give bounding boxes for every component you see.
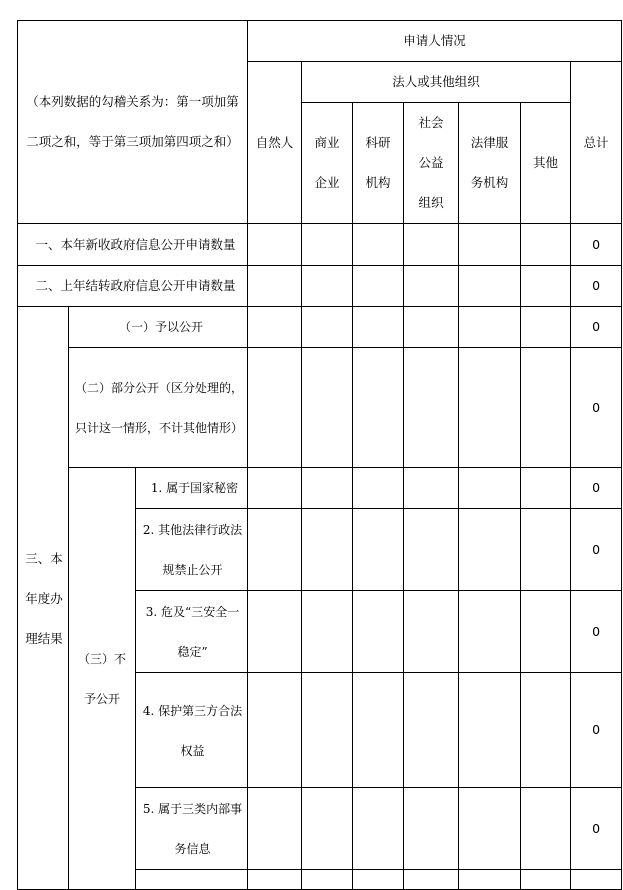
cell xyxy=(404,870,459,890)
cell xyxy=(353,788,404,870)
cell xyxy=(404,348,459,468)
cell xyxy=(353,509,404,591)
cell xyxy=(302,266,353,307)
cell xyxy=(302,224,353,266)
cell xyxy=(404,224,459,266)
cell xyxy=(459,673,521,788)
cell xyxy=(521,870,571,890)
cell xyxy=(248,591,302,673)
row-three-safety-total: 0 xyxy=(571,591,622,673)
cell xyxy=(302,307,353,348)
row-third-party-label: 4. 保护第三方合法权益 xyxy=(136,673,248,788)
cell xyxy=(248,307,302,348)
row-internal-affairs-total: 0 xyxy=(571,788,622,870)
cell xyxy=(404,307,459,348)
cell xyxy=(353,224,404,266)
note-cell: （本列数据的勾稽关系为：第一项加第二项之和，等于第三项加第四项之和） xyxy=(18,21,248,224)
cell xyxy=(459,468,521,509)
cell xyxy=(521,509,571,591)
cell xyxy=(248,468,302,509)
cell xyxy=(302,509,353,591)
cell xyxy=(459,266,521,307)
row-state-secret-label: 1. 属于国家秘密 xyxy=(136,468,248,509)
cell xyxy=(459,509,521,591)
cell xyxy=(404,509,459,591)
cell xyxy=(248,266,302,307)
cell xyxy=(248,348,302,468)
cell xyxy=(302,788,353,870)
cell xyxy=(353,266,404,307)
research-header: 科研机构 xyxy=(353,103,404,224)
section-3-label: 三、本年度办理结果 xyxy=(18,307,69,890)
row-law-prohibited-label: 2. 其他法律行政法规禁止公开 xyxy=(136,509,248,591)
cell xyxy=(571,870,622,890)
applicant-header: 申请人情况 xyxy=(248,21,622,62)
row-partial-total: 0 xyxy=(571,348,622,468)
cell xyxy=(353,673,404,788)
cell xyxy=(459,788,521,870)
row-law-prohibited-total: 0 xyxy=(571,509,622,591)
cell xyxy=(302,870,353,890)
row-carryover-label: 二、上年结转政府信息公开申请数量 xyxy=(18,266,248,307)
cell xyxy=(353,307,404,348)
cell xyxy=(521,673,571,788)
cell xyxy=(404,468,459,509)
cell xyxy=(302,468,353,509)
cell xyxy=(353,870,404,890)
cell xyxy=(248,224,302,266)
cell xyxy=(521,591,571,673)
cell xyxy=(302,673,353,788)
cell xyxy=(353,591,404,673)
row-state-secret-total: 0 xyxy=(571,468,622,509)
row-partial-label: （二）部分公开（区分处理的，只计这一情形，不计其他情形） xyxy=(69,348,248,468)
cell xyxy=(521,468,571,509)
cell xyxy=(521,307,571,348)
cell xyxy=(136,870,248,890)
cell xyxy=(353,348,404,468)
business-header: 商业企业 xyxy=(302,103,353,224)
cell xyxy=(248,870,302,890)
cell xyxy=(248,509,302,591)
row-three-safety-label: 3. 危及“三安全一稳定” xyxy=(136,591,248,673)
cell xyxy=(302,591,353,673)
natural-person-header: 自然人 xyxy=(248,62,302,224)
cell xyxy=(248,788,302,870)
row-new-label: 一、本年新收政府信息公开申请数量 xyxy=(18,224,248,266)
cell xyxy=(404,266,459,307)
row-internal-affairs-label: 5. 属于三类内部事务信息 xyxy=(136,788,248,870)
total-header: 总计 xyxy=(571,62,622,224)
row-disclosed-total: 0 xyxy=(571,307,622,348)
row-carryover-total: 0 xyxy=(571,266,622,307)
info-disclosure-table xyxy=(17,20,622,890)
legal-org-header: 法人或其他组织 xyxy=(302,62,571,103)
cell xyxy=(302,348,353,468)
social-header: 社会公益组织 xyxy=(404,103,459,224)
cell xyxy=(459,591,521,673)
cell xyxy=(521,348,571,468)
cell xyxy=(459,348,521,468)
legal-service-header: 法律服务机构 xyxy=(459,103,521,224)
other-header: 其他 xyxy=(521,103,571,224)
cell xyxy=(404,673,459,788)
cell xyxy=(521,224,571,266)
cell xyxy=(521,788,571,870)
not-disclosed-label: （三）不予公开 xyxy=(69,468,136,890)
cell xyxy=(404,591,459,673)
cell xyxy=(459,307,521,348)
cell xyxy=(459,870,521,890)
row-new-total: 0 xyxy=(571,224,622,266)
cell xyxy=(521,266,571,307)
cell xyxy=(459,224,521,266)
row-third-party-total: 0 xyxy=(571,673,622,788)
cell xyxy=(404,788,459,870)
cell xyxy=(248,673,302,788)
row-disclosed-label: （一）予以公开 xyxy=(69,307,248,348)
cell xyxy=(353,468,404,509)
